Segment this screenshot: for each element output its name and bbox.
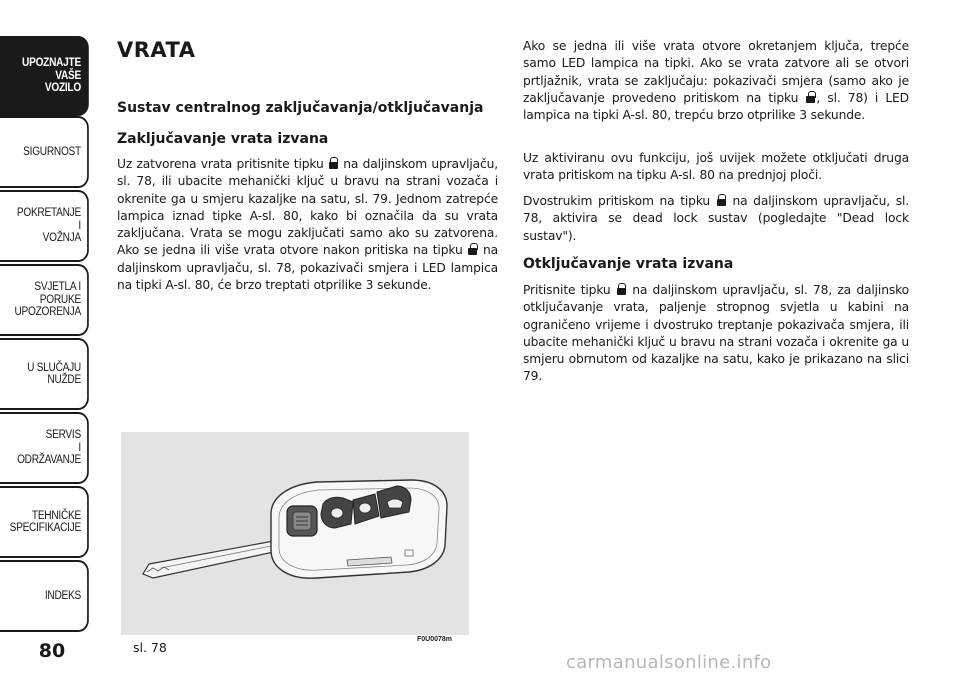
tab-label: ODRŽAVANJE [17, 454, 81, 467]
tab-label: UPOZNAJTE [22, 57, 81, 70]
text-run: , sl. 78) i LED lampica na tipki A-sl. 80, trepću brzo otprilike 3 sekunde. [523, 90, 909, 123]
tab-svjetla-i-poruke-upozorenja[interactable] [0, 264, 89, 336]
tab-label: UPOZORENJA [14, 306, 81, 319]
figure-caption: sl. 78 [133, 640, 167, 655]
tab-indeks[interactable] [0, 560, 89, 632]
key-fob-figure [121, 432, 469, 635]
paragraph-locking [117, 156, 498, 294]
lock-icon [717, 194, 726, 206]
tab-label: POKRETANJE [16, 207, 81, 220]
lock-icon [329, 157, 338, 169]
chapter-sidebar [0, 0, 104, 677]
tab-servis-i-odrzavanje[interactable] [0, 412, 89, 484]
tab-label: SPECIFIKACIJE [9, 522, 81, 534]
tab-label: SIGURNOST [23, 145, 81, 158]
tab-label: VOŽNJA [42, 232, 81, 245]
subsection-heading-unlocking: Otključavanje vrata izvana [523, 256, 734, 272]
tab-label: I [78, 441, 81, 454]
text-run: na daljinskom upravljaču, sl. 78, pokazivači smjera i LED lampica na tipki A-sl. 80, će brzo treptati otprilike 3 sekunde. [117, 243, 498, 293]
page-number: 80 [38, 640, 66, 662]
tab-label: INDEKS [44, 589, 81, 602]
figure-code: F0U0078m [417, 636, 453, 643]
text-run: Pritisnite tipku [523, 283, 616, 297]
tab-label: SVJETLA I [34, 281, 81, 294]
paragraph-active-function: Uz aktiviranu ovu funkciju, još uvijek možete otključati druga vrata pritiskom na tipku A-sl. 80 na prednjoj ploči. [523, 151, 909, 183]
paragraph-key-turn [523, 38, 909, 124]
section-heading: Sustav centralnog zaključavanja/otključavanja [117, 100, 484, 116]
tab-label: PORUKE [39, 293, 81, 306]
tab-sigurnost[interactable] [0, 116, 89, 188]
watermark: carmanualsonline.info [566, 652, 772, 673]
tab-tehnicke-specifikacije[interactable] [0, 486, 89, 558]
subsection-heading-locking: Zaključavanje vrata izvana [117, 131, 329, 147]
text-run: na daljinskom upravljaču, sl. 78, aktivira se dead lock sustav (pogledajte "Dead lock sustav"). [523, 194, 909, 243]
lock-icon [468, 243, 477, 255]
tab-upoznajte-vase-vozilo[interactable] [0, 36, 89, 116]
unlock-icon [617, 283, 626, 295]
tab-label: I [78, 219, 81, 232]
paragraph-dead-lock [523, 193, 909, 245]
key-fob-illustration [121, 432, 469, 635]
text-run: Ako se jedna ili više vrata otvore okretanjem ključa, trepće samo LED lampica na tipki. Ako se vrata zatvore ali se otvori prtljažnik, vrata se zaključaju: pokazivači smjera (samo ako je zaključavanje provedeno pritiskom na tipku [523, 39, 909, 105]
page-title: VRATA [117, 38, 196, 62]
tab-label: NUŽDE [47, 374, 81, 386]
tab-label: U SLUČAJU [27, 361, 81, 374]
text-run: Dvostrukim pritiskom na tipku [523, 194, 716, 208]
text-run: na daljinskom upravljaču, sl. 78, ili ubacite mehanički ključ u bravu na strani vozača i okrenite ga u smjeru kazaljke na satu, sl. 79. Jednom zatrepće lampica iznad tipke A-sl. 80, kako bi označila da su vrata zaključana. Vrata se mogu zaključati samo ako su zatvorena. Ako se jedna ili više vrata otvore nakon pritiska na tipku [117, 157, 498, 258]
tab-label: VOZILO [44, 82, 81, 95]
text-run: Uz zatvorena vrata pritisnite tipku [117, 157, 328, 171]
tab-u-slucaju-nuzde[interactable] [0, 338, 89, 410]
tab-label: VAŠE [55, 69, 81, 82]
tab-label: TEHNIČKE [31, 509, 81, 522]
tab-pokretanje-i-voznja[interactable] [0, 190, 89, 262]
paragraph-unlocking [523, 282, 909, 386]
tab-label: SERVIS [45, 429, 81, 442]
text-run: na daljinskom upravljaču, sl. 78, za daljinsko otključavanje vrata, paljenje stropnog svjetla u kabini na ograničeno vrijeme i dvostruko treptanje pokazivača smjera, ili ubacite mehanički ključ u bravu na strani vozača i okrenite ga u smjeru obrnutom od kazaljke na satu, kako je prikazano na slici 79. [523, 283, 909, 384]
lock-icon [806, 91, 815, 103]
